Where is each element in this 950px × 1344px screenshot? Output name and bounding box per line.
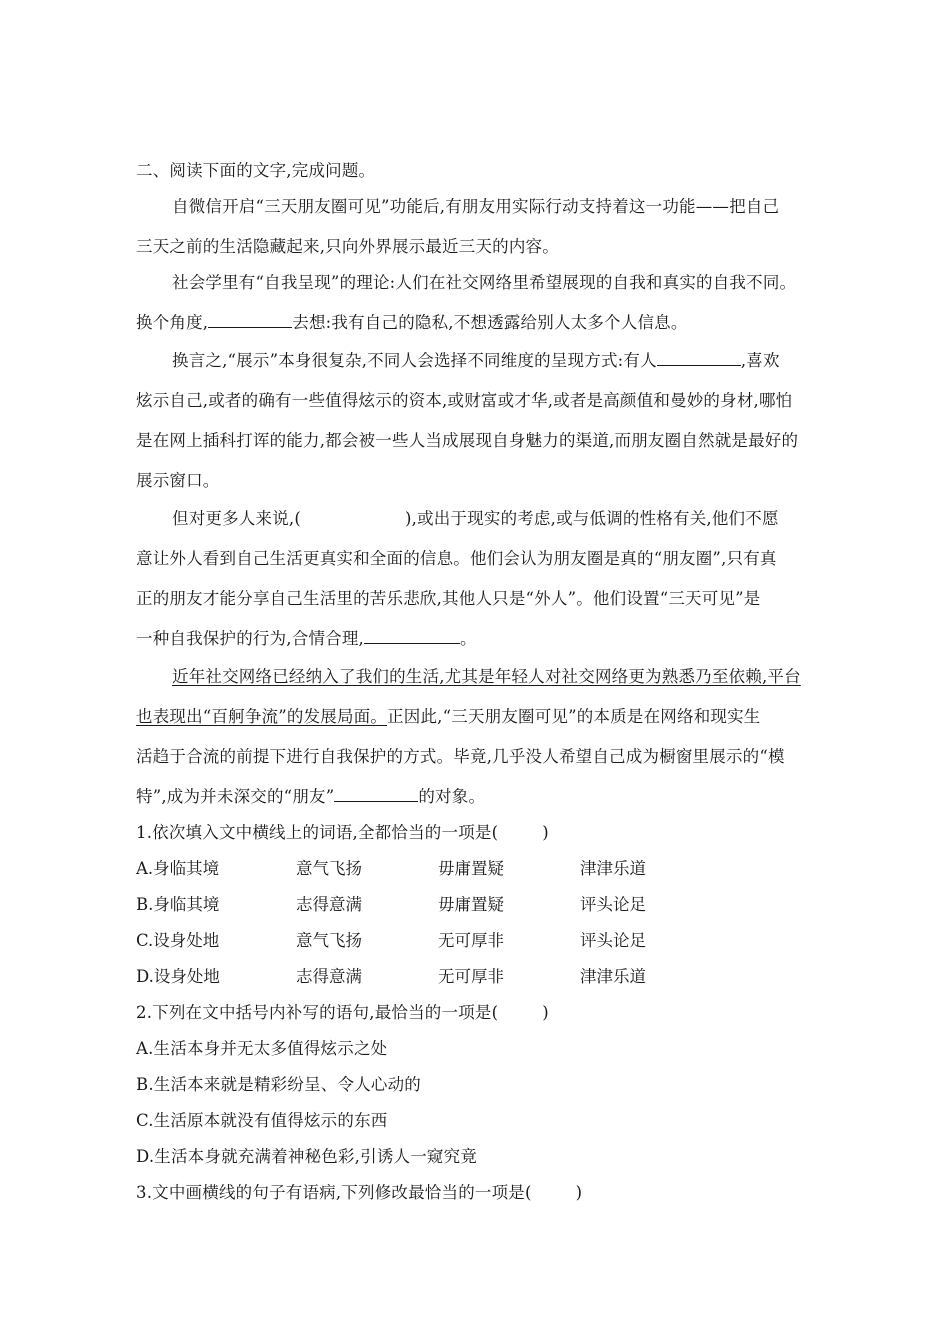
passage-line (136, 628, 477, 650)
passage-text: 但对更多人来说,( (172, 509, 301, 528)
option-word: 毋庸置疑 (438, 859, 504, 878)
question-text: ) (542, 1003, 549, 1022)
passage-line (136, 312, 688, 334)
option-label: A.身临其境 (136, 859, 220, 878)
passage-text: ,喜欢 (740, 351, 780, 370)
underlined-sentence: 近年社交网络已经纳入了我们的生活,尤其是年轻人对社交网络更为熟悉乃至依赖,平台 (172, 667, 801, 686)
question-2-stem (136, 1002, 549, 1024)
question-2-option: D.生活本身就充满着神秘色彩,引诱人一窥究竟 (136, 1147, 478, 1166)
question-text: ) (542, 823, 549, 842)
option-word: 无可厚非 (438, 967, 504, 986)
option-word: 津津乐道 (580, 967, 646, 986)
passage-text: 的对象。 (418, 787, 486, 806)
option-label: D.设身处地 (136, 967, 220, 986)
passage-line (172, 350, 780, 372)
passage-line: 意让外人看到自己生活更真实和全面的信息。他们会认为朋友圈是真的“朋友圈”,只有真 (136, 549, 777, 568)
passage-text: ),或出于现实的考虑,或与低调的性格有关,他们不愿 (404, 509, 779, 528)
passage-line: 正的朋友才能分享自己生活里的苦乐悲欣,其他人只是“外人”。他们设置“三天可见”是 (136, 589, 761, 608)
passage-line: 活趋于合流的前提下进行自我保护的方式。毕竟,几乎没人希望自己成为橱窗里展示的“模 (136, 747, 785, 766)
option-label: B.身临其境 (136, 895, 220, 914)
passage-text: 换言之,“展示”本身很复杂,不同人会选择不同维度的呈现方式:有人 (172, 351, 657, 370)
question-text: 2.下列在文中括号内补写的语句,最恰当的一项是( (136, 1003, 499, 1022)
passage-text: 。 (460, 629, 477, 648)
option-word: 意气飞扬 (296, 859, 362, 878)
option-word: 志得意满 (296, 967, 362, 986)
option-word: 意气飞扬 (296, 931, 362, 950)
fill-blank-3 (364, 629, 460, 644)
fill-blank-4 (334, 787, 418, 802)
passage-text: 一种自我保护的行为,合情合理, (136, 629, 364, 648)
question-1-stem (136, 822, 549, 844)
passage-line: 是在网上插科打诨的能力,都会被一些人当成展现自身魅力的渠道,而朋友圈自然就是最好的 (136, 431, 799, 450)
passage-line (136, 706, 761, 728)
passage-line: 自微信开启“三天朋友圈可见”功能后,有朋友用实际行动支持着这一功能——把自己 (172, 197, 780, 216)
passage-line: 社会学里有“自我呈现”的理论:人们在社交网络里希望展现的自我和真实的自我不同。 (172, 273, 797, 292)
fill-blank-2 (657, 351, 741, 366)
underlined-sentence: 也表现出“百舸争流”的发展局面。 (136, 707, 388, 726)
passage-line: 展示窗口。 (136, 471, 220, 490)
option-word: 无可厚非 (438, 931, 504, 950)
option-word: 评头论足 (580, 931, 646, 950)
question-text: 1.依次填入文中横线上的词语,全都恰当的一项是( (136, 823, 499, 842)
question-text: ) (575, 1183, 583, 1202)
option-word: 志得意满 (296, 895, 362, 914)
passage-line (172, 508, 779, 530)
section-title: 二、阅读下面的文字,完成问题。 (136, 161, 376, 180)
passage-line: 炫示自己,或者的确有一些值得炫示的资本,或财富或才华,或者是高颜值和曼妙的身材,哪怕 (136, 391, 793, 410)
passage-line: 三天之前的生活隐藏起来,只向外界展示最近三天的内容。 (136, 237, 559, 256)
passage-text: 特”,成为并未深交的“朋友” (136, 787, 335, 806)
passage-text: 换个角度, (136, 313, 209, 332)
passage-text: 去想:我有自己的隐私,不想透露给别人太多个人信息。 (292, 313, 688, 332)
option-label: C.设身处地 (136, 931, 220, 950)
question-2-option: A.生活本身并无太多值得炫示之处 (136, 1039, 388, 1058)
question-2-option: C.生活原本就没有值得炫示的东西 (136, 1111, 388, 1130)
question-text: 3.文中画横线的句子有语病,下列修改最恰当的一项是( (136, 1183, 532, 1202)
question-3-stem (136, 1182, 582, 1204)
fill-blank-1 (208, 313, 292, 328)
passage-text: 正因此,“三天朋友圈可见”的本质是在网络和现实生 (387, 707, 761, 726)
question-2-option: B.生活本来就是精彩纷呈、令人心动的 (136, 1075, 421, 1094)
passage-line (136, 786, 485, 808)
option-word: 毋庸置疑 (438, 895, 504, 914)
option-word: 评头论足 (580, 895, 646, 914)
option-word: 津津乐道 (580, 859, 646, 878)
